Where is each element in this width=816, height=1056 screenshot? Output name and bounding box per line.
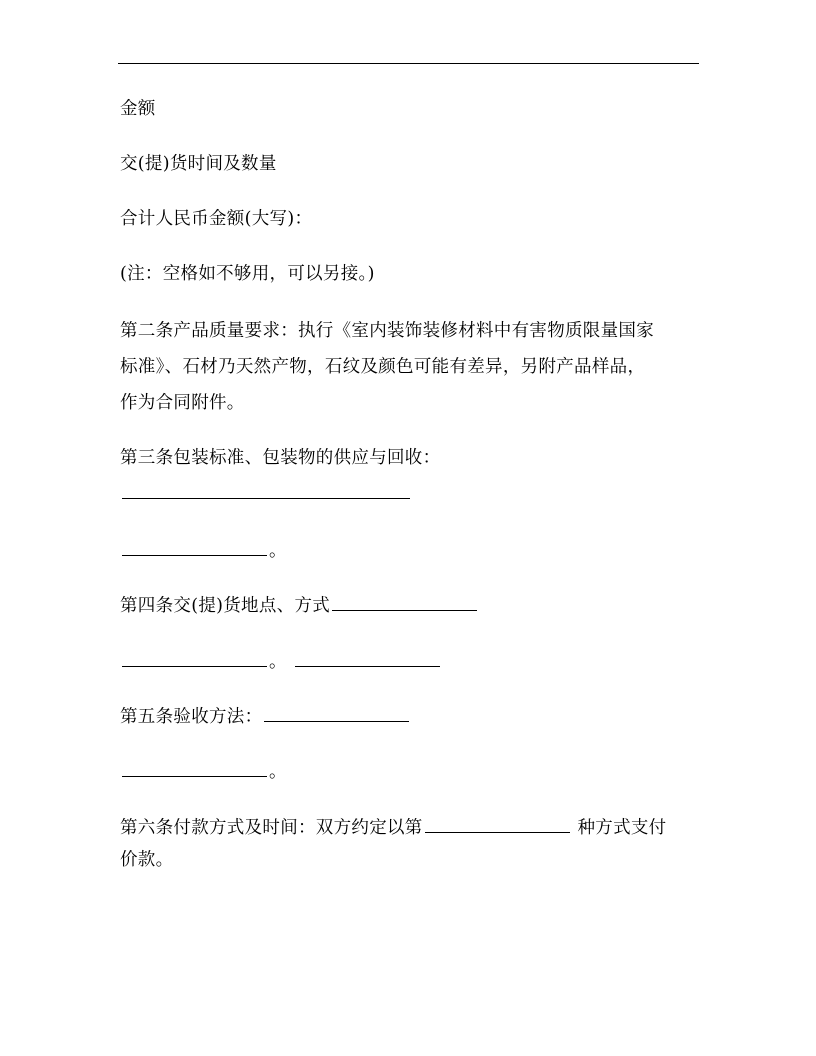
article5-label: 第五条验收方法： <box>120 707 263 727</box>
header-rule <box>118 63 699 64</box>
period-mark: 。 <box>269 541 287 561</box>
article3-blank-row2 <box>120 537 287 562</box>
fill-blank-payment-method[interactable] <box>425 814 570 833</box>
article6-label-pre: 第六条付款方式及时间：双方约定以第 <box>120 818 423 838</box>
line-total-rmb: 合计人民币金额(大写)： <box>120 209 313 229</box>
article2-line3: 作为合同附件。 <box>120 393 245 413</box>
fill-blank-packaging-1[interactable] <box>122 480 410 499</box>
article4-label: 第四条交(提)货地点、方式 <box>120 596 331 616</box>
line-note: (注：空格如不够用，可以另接。) <box>120 264 375 284</box>
article3-line: 第三条包装标准、包装物的供应与回收： <box>120 448 441 468</box>
fill-blank-delivery-place[interactable] <box>332 592 477 611</box>
article3-blank-row1 <box>120 480 412 505</box>
article4-line <box>120 592 479 617</box>
fill-blank-acceptance[interactable] <box>264 703 409 722</box>
article2-line2: 标准》、石材乃天然产物，石纹及颜色可能有差异，另附产品样品， <box>120 357 646 377</box>
line-delivery-time-qty: 交(提)货时间及数量 <box>120 154 277 174</box>
article6-label-post: 种方式支付 <box>577 818 667 838</box>
article6-line1 <box>120 814 666 839</box>
article4-blank-row <box>120 648 442 673</box>
article6-line2: 价款。 <box>120 850 174 870</box>
article5-blank-row <box>120 758 287 783</box>
fill-blank-packaging-2[interactable] <box>122 537 267 556</box>
period-mark: 。 <box>269 652 287 672</box>
fill-blank-delivery-2[interactable] <box>295 648 440 667</box>
line-amount: 金额 <box>120 99 156 119</box>
article5-line <box>120 703 411 728</box>
period-mark: 。 <box>269 762 287 782</box>
fill-blank-delivery-1[interactable] <box>122 648 267 667</box>
article2-line1: 第二条产品质量要求：执行《室内装饰装修材料中有害物质限量国家 <box>120 321 654 341</box>
fill-blank-acceptance-2[interactable] <box>122 758 267 777</box>
